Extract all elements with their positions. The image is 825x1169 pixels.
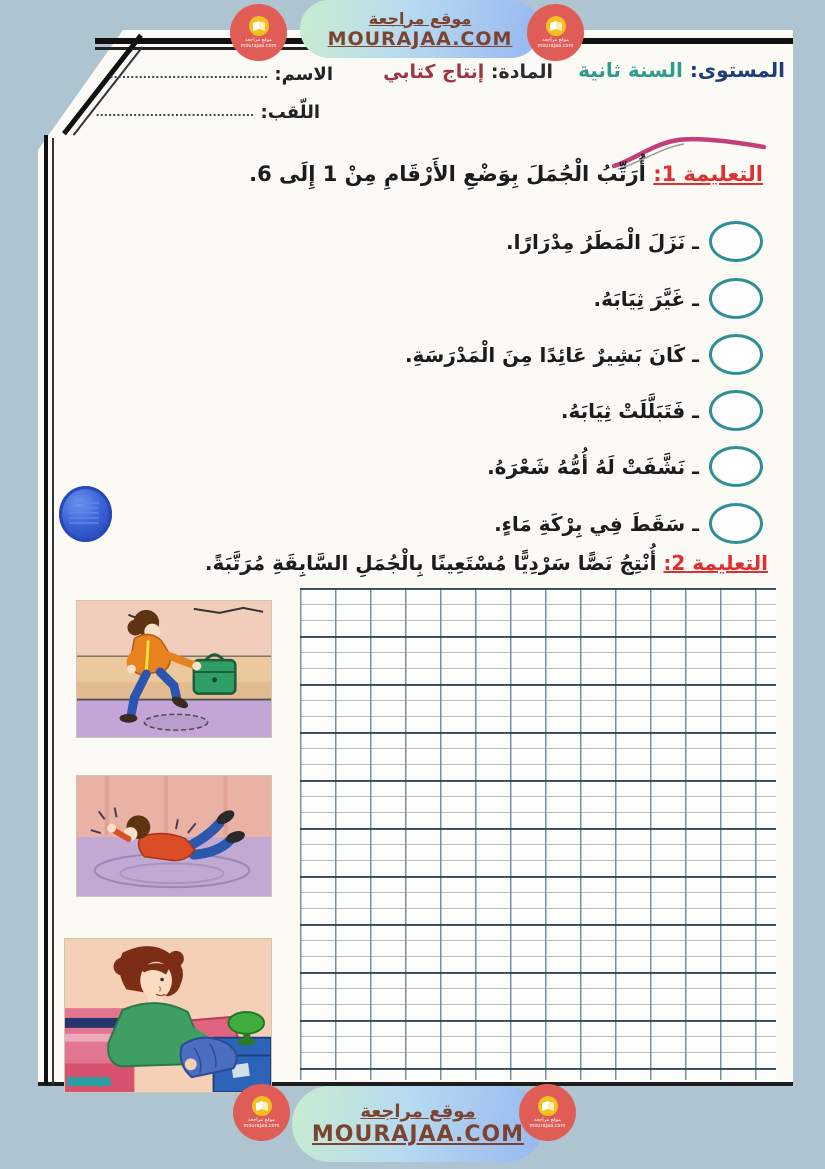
sentence-row — [487, 446, 763, 487]
sentence-text: ـ غَيَّرَ ثِيَابَهُ. — [593, 286, 699, 311]
answer-circle — [709, 390, 763, 431]
subject-value: إنتاج كتابي — [383, 61, 485, 83]
student-name-field — [109, 64, 333, 85]
site-url-link[interactable]: MOURAJAA.COM — [327, 27, 513, 50]
site-title-arabic: موقع مراجعة — [368, 8, 472, 28]
badge-text-ar: موقع مراجعة — [542, 37, 569, 43]
level-field — [578, 58, 785, 82]
sentence-text: ـ سَقَطَ فِي بِرْكَةِ مَاءٍ. — [494, 511, 699, 536]
task2-label: التعليمة 2: — [663, 551, 768, 575]
site-banner-top — [300, 0, 540, 58]
badge-text-url: mourajaa.com — [537, 42, 574, 49]
book-icon — [249, 16, 269, 36]
sentence-text: ـ نَزَلَ الْمَطَرُ مِدْرَارًا. — [506, 229, 699, 254]
illustration-boy-running-in-rain — [76, 600, 272, 738]
surname-label: اللّقب: — [260, 102, 320, 123]
sentence-row — [405, 334, 763, 375]
task2-instruction-line — [205, 551, 768, 575]
badge-text-url: mourajaa.com — [240, 42, 277, 49]
badge-text-url: mourajaa.com — [529, 1122, 566, 1129]
badge-text-ar: موقع مراجعة — [248, 1117, 275, 1123]
site-logo-badge — [230, 4, 287, 61]
subject-field — [383, 61, 553, 83]
site-url-link[interactable]: MOURAJAA.COM — [311, 1122, 525, 1147]
sentence-text: ـ فَتَبَلَّلَتْ ثِيَابَهُ. — [560, 398, 699, 423]
level-label: المستوى: — [689, 58, 785, 82]
scan-spine-line — [44, 135, 48, 1085]
name-label: الاسم: — [274, 64, 333, 85]
scan-spine-line — [52, 138, 54, 1085]
sentence-text: ـ كَانَ بَشِيرٌ عَائِدًا مِنَ الْمَدْرَسَةِ. — [404, 342, 699, 367]
surname-dotted-line: ...................................... — [95, 106, 255, 119]
writing-grid-area — [300, 588, 776, 1080]
task2-text: أُنْتِجُ نَصًّا سَرْدِيًّا مُسْتَعِينًا بِالْجُمَلِ السَّابِقَةِ مُرَتَّبَةً. — [204, 551, 657, 575]
book-icon — [252, 1096, 272, 1116]
task1-instruction-line — [249, 162, 763, 186]
illustration-mother-drying-hair — [64, 938, 272, 1093]
name-dotted-line: ...................................... — [109, 68, 269, 81]
book-icon — [546, 16, 566, 36]
badge-text-ar: موقع مراجعة — [245, 37, 272, 43]
sentence-row — [561, 390, 763, 431]
sentence-row — [494, 503, 763, 544]
badge-text-ar: موقع مراجعة — [534, 1117, 561, 1123]
illustration-boy-fallen-in-puddle — [76, 775, 272, 897]
site-logo-badge — [519, 1084, 576, 1141]
blue-ink-stamp-icon — [59, 486, 112, 542]
sentence-row — [594, 278, 763, 319]
site-logo-badge — [527, 4, 584, 61]
task1-text: أُرَتِّبُ الْجُمَلَ بِوَضْعِ الأَرْقَامِ مِنْ 1 إِلَى 6. — [249, 162, 646, 186]
answer-circle — [709, 334, 763, 375]
answer-circle — [709, 221, 763, 262]
site-banner-bottom — [292, 1086, 544, 1162]
answer-circle — [709, 503, 763, 544]
sentence-row — [506, 221, 763, 262]
book-icon — [538, 1096, 558, 1116]
task1-label: التعليمة 1: — [653, 162, 763, 186]
sentence-text: ـ نَشَّفَتْ لَهُ أُمُّهُ شَعْرَهُ. — [487, 454, 699, 479]
badge-text-url: mourajaa.com — [243, 1122, 280, 1129]
answer-circle — [709, 446, 763, 487]
site-logo-badge — [233, 1084, 290, 1141]
level-value: السنة ثانية — [578, 58, 683, 82]
subject-label: المادة: — [490, 61, 553, 83]
student-surname-field — [95, 102, 320, 123]
answer-circle — [709, 278, 763, 319]
site-title-arabic: موقع مراجعة — [360, 1101, 476, 1122]
